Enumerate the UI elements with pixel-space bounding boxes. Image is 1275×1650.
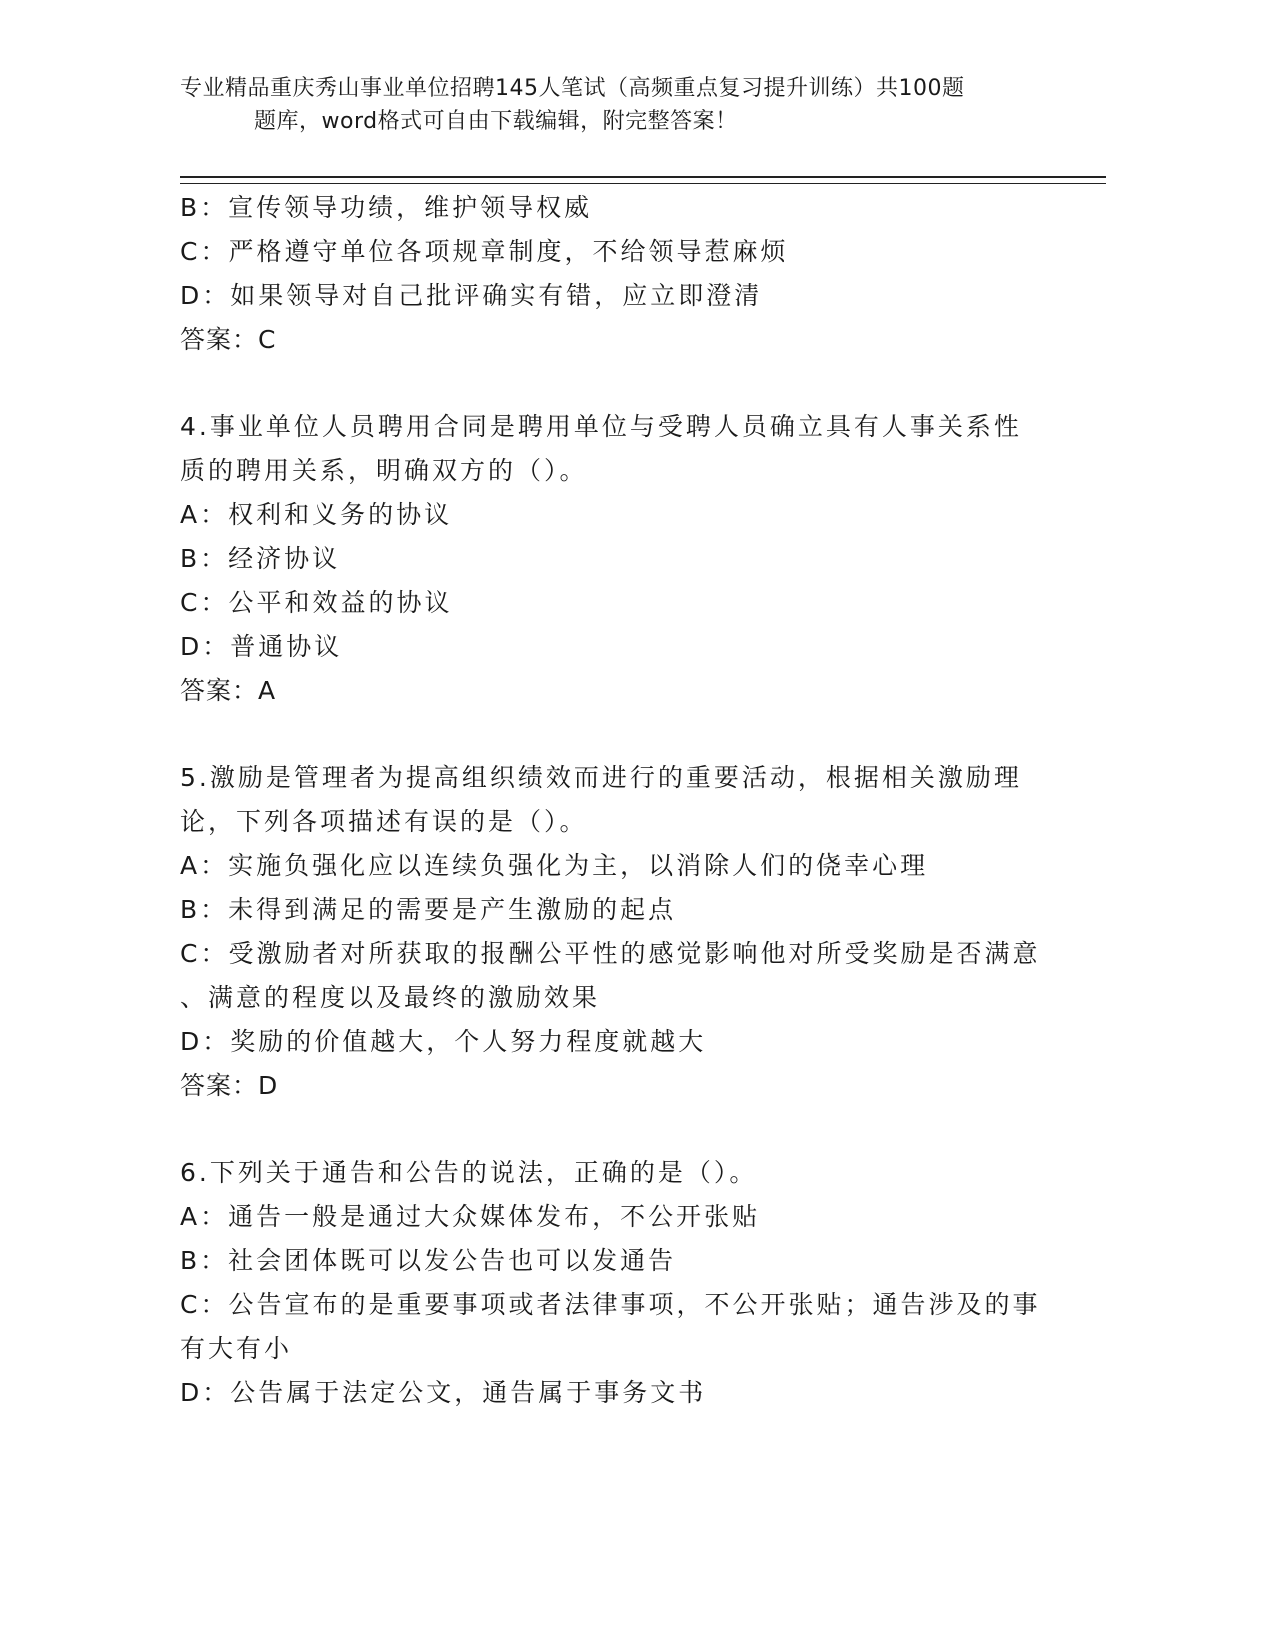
header-title-line-1: 专业精品重庆秀山事业单位招聘145人笔试（高频重点复习提升训练）共100题 [180, 76, 965, 101]
question-5 [180, 756, 1040, 1108]
spacer [180, 362, 1040, 405]
q3-answer: 答案：C [180, 325, 277, 354]
q5-option-a: A：实施负强化应以连续负强化为主，以消除人们的侥幸心理 [180, 851, 929, 880]
question-4 [180, 405, 1040, 713]
q4-answer: 答案：A [180, 676, 277, 705]
q5-option-b: B：未得到满足的需要是产生激励的起点 [180, 895, 677, 924]
q4-stem-line-2: 质的聘用关系，明确双方的（）。 [180, 456, 588, 485]
q4-option-b: B：经济协议 [180, 544, 341, 573]
spacer [180, 713, 1040, 756]
q5-stem-line-1: 5.激励是管理者为提高组织绩效而进行的重要活动，根据相关激励理 [180, 763, 1022, 792]
page-header [180, 72, 1060, 138]
header-title-line-2: 题库，word格式可自由下载编辑，附完整答案！ [254, 109, 738, 134]
spacer [180, 1108, 1040, 1151]
q3-option-b: B：宣传领导功绩，维护领导权威 [180, 193, 593, 222]
q3-option-c: C：严格遵守单位各项规章制度，不给领导惹麻烦 [180, 237, 789, 266]
q6-stem: 6.下列关于通告和公告的说法，正确的是（）。 [180, 1158, 758, 1187]
q6-option-d: D：公告属于法定公文，通告属于事务文书 [180, 1378, 707, 1407]
q6-option-c-line-1: C：公告宣布的是重要事项或者法律事项，不公开张贴；通告涉及的事 [180, 1290, 1041, 1319]
q5-option-c-line-2: 、满意的程度以及最终的激励效果 [180, 983, 601, 1012]
q5-option-d: D：奖励的价值越大，个人努力程度就越大 [180, 1027, 707, 1056]
q4-option-c: C：公平和效益的协议 [180, 588, 453, 617]
q6-option-c-line-2: 有大有小 [180, 1334, 293, 1363]
q3-option-d: D：如果领导对自己批评确实有错，应立即澄清 [180, 281, 763, 310]
q4-option-a: A：权利和义务的协议 [180, 500, 453, 529]
header-divider [180, 176, 1106, 184]
q4-stem-line-1: 4.事业单位人员聘用合同是聘用单位与受聘人员确立具有人事关系性 [180, 412, 1022, 441]
question-6 [180, 1151, 1040, 1415]
q5-option-c-line-1: C：受激励者对所获取的报酬公平性的感觉影响他对所受奖励是否满意 [180, 939, 1041, 968]
q5-answer: 答案：D [180, 1071, 279, 1100]
q5-stem-line-2: 论，下列各项描述有误的是（）。 [180, 807, 588, 836]
q6-option-b: B：社会团体既可以发公告也可以发通告 [180, 1246, 677, 1275]
question-3 [180, 186, 1040, 362]
document-body [180, 186, 1040, 1415]
q4-option-d: D：普通协议 [180, 632, 343, 661]
q6-option-a: A：通告一般是通过大众媒体发布，不公开张贴 [180, 1202, 761, 1231]
